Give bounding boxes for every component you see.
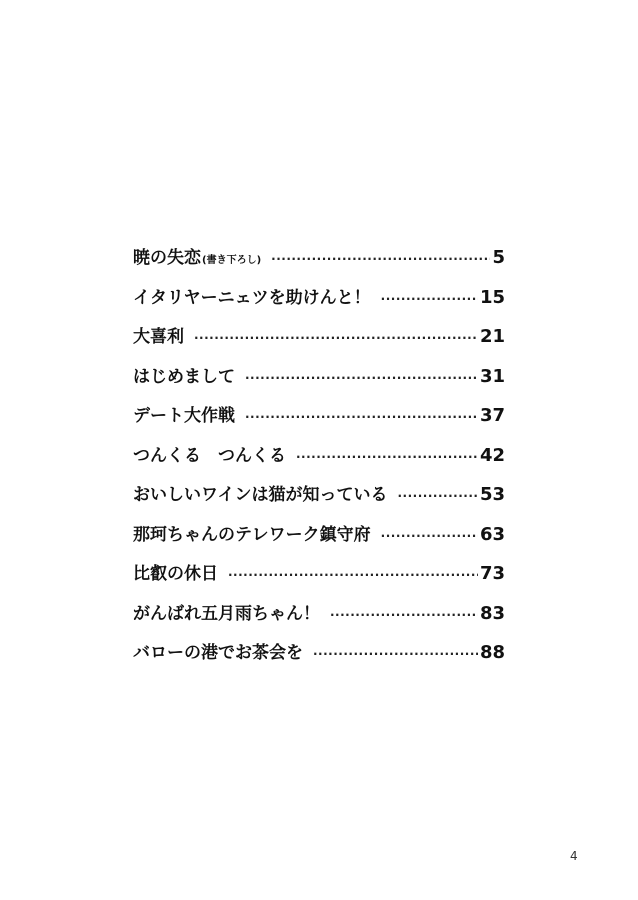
toc-entry-title: 大喜利 <box>133 327 184 347</box>
toc-entry <box>133 317 505 357</box>
toc-entry-page: 5 <box>492 247 505 268</box>
toc-entry-page: 21 <box>479 326 505 347</box>
toc-entry-title: イタリヤーニェツを助けんと！ <box>133 287 371 308</box>
toc-entry-page: 53 <box>479 484 505 505</box>
dot-leader <box>245 359 478 399</box>
toc-entry-page: 31 <box>479 365 505 387</box>
toc-entry-title: バローの港でお茶会を <box>133 643 303 663</box>
toc-entry-title-text: 暁の失恋 <box>133 248 201 268</box>
dot-leader <box>381 280 478 320</box>
dot-leader <box>245 398 478 438</box>
dot-leader <box>296 438 478 478</box>
toc-entry <box>133 396 505 436</box>
table-of-contents <box>133 238 505 673</box>
dot-leader <box>330 596 478 636</box>
toc-entry <box>133 633 505 673</box>
toc-entry-title: がんばれ五月雨ちゃん！ <box>133 603 320 624</box>
dot-leader <box>381 517 478 557</box>
toc-entry-title <box>133 239 261 281</box>
dot-leader <box>194 319 478 359</box>
toc-entry <box>133 475 505 515</box>
dot-leader <box>313 635 478 675</box>
toc-entry-title: はじめまして <box>133 366 235 387</box>
toc-entry <box>133 515 505 555</box>
dot-leader <box>228 556 478 596</box>
toc-entry <box>133 554 505 594</box>
toc-entry <box>133 594 505 634</box>
toc-entry-page: 63 <box>479 523 505 545</box>
toc-entry-title: デート大作戦 <box>133 406 235 426</box>
toc-entry-title: おいしいワインは猫が知っている <box>133 485 388 505</box>
toc-entry <box>133 278 505 318</box>
toc-entry-title: 那珂ちゃんのテレワーク鎮守府 <box>133 524 371 545</box>
page-number: 4 <box>570 849 578 863</box>
toc-entry-page: 88 <box>479 642 505 663</box>
toc-entry <box>133 436 505 476</box>
toc-entry-title: 比叡の休日 <box>133 564 218 584</box>
toc-entry-page: 42 <box>479 444 505 466</box>
toc-entry-page: 37 <box>479 405 505 426</box>
toc-entry <box>133 357 505 397</box>
toc-entry-note: (書き下ろし) <box>202 255 262 266</box>
toc-entry-title: つんくる つんくる <box>133 445 286 466</box>
dot-leader <box>271 240 490 280</box>
toc-entry-page: 15 <box>479 286 505 308</box>
toc-entry-page: 83 <box>479 602 505 624</box>
toc-entry <box>133 238 505 278</box>
dot-leader <box>398 477 478 517</box>
toc-entry-page: 73 <box>479 563 505 584</box>
